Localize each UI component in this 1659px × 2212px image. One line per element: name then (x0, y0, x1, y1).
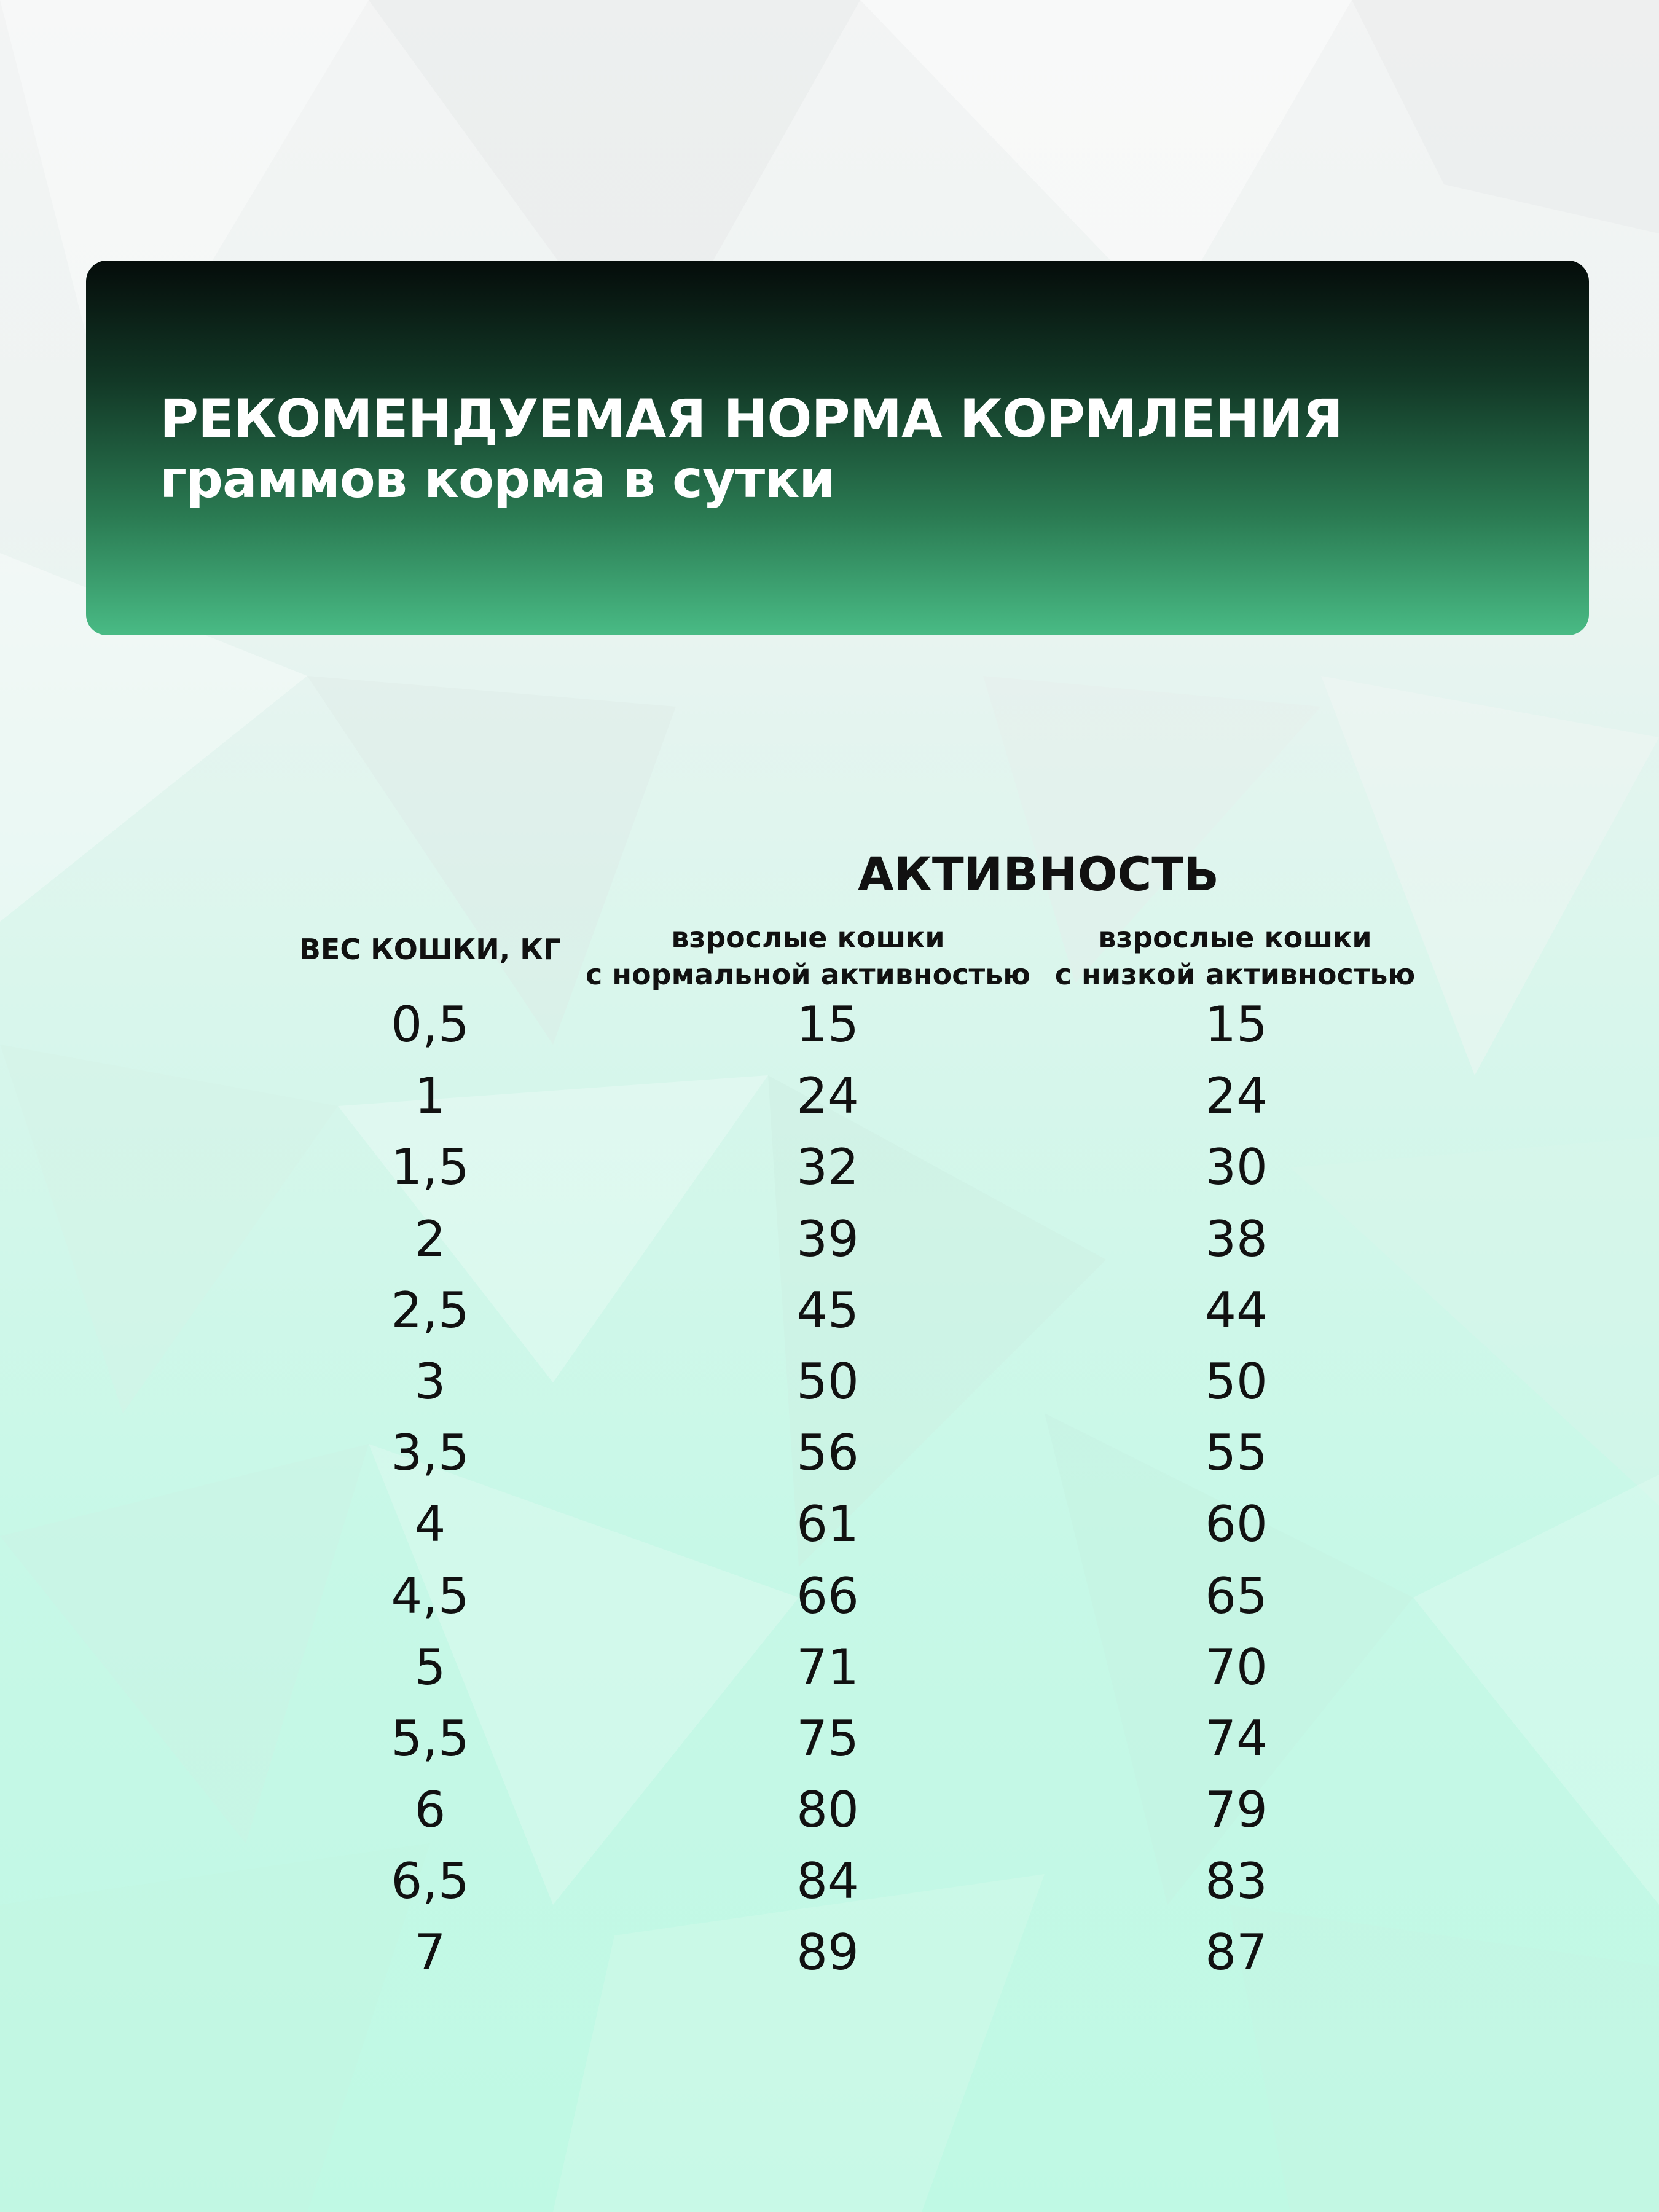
low-activity-cell: 70 (1205, 1638, 1268, 1696)
normal-activity-cell: 75 (796, 1709, 859, 1767)
low-activity-column-header (1055, 919, 1415, 993)
normal-activity-cell: 32 (796, 1139, 859, 1196)
table-row (0, 1489, 1659, 1560)
table-row (0, 1632, 1659, 1703)
table-row (0, 989, 1659, 1061)
low-activity-cell: 74 (1205, 1709, 1268, 1767)
table-row (0, 1561, 1659, 1632)
normal-activity-cell: 66 (796, 1567, 859, 1625)
activity-heading: АКТИВНОСТЬ (857, 847, 1220, 901)
normal-activity-cell: 80 (796, 1781, 859, 1839)
table-row (0, 1275, 1659, 1346)
low-activity-cell: 83 (1205, 1853, 1268, 1910)
low-activity-label-line2: с низкой активностью (1054, 958, 1416, 991)
low-activity-cell: 60 (1205, 1496, 1268, 1553)
normal-activity-cell: 39 (796, 1210, 859, 1268)
table-row (0, 1132, 1659, 1203)
low-activity-cell: 24 (1205, 1067, 1268, 1125)
low-activity-cell: 79 (1205, 1781, 1268, 1839)
page-subtitle: граммов корма в сутки (160, 449, 835, 509)
weight-cell: 3,5 (391, 1424, 469, 1482)
table-row (0, 1418, 1659, 1489)
table-row (0, 1061, 1659, 1132)
normal-activity-cell: 50 (796, 1352, 859, 1410)
page-title: РЕКОМЕНДУЕМАЯ НОРМА КОРМЛЕНИЯ (160, 388, 1343, 450)
weight-cell: 2,5 (391, 1281, 469, 1339)
weight-cell: 1 (414, 1067, 446, 1125)
weight-column-label: ВЕС КОШКИ, КГ (299, 933, 562, 966)
normal-activity-cell: 24 (796, 1067, 859, 1125)
weight-cell: 7 (414, 1924, 446, 1982)
table-row (0, 1846, 1659, 1917)
low-activity-cell: 65 (1205, 1567, 1268, 1625)
normal-activity-cell: 89 (796, 1924, 859, 1982)
normal-activity-cell: 84 (796, 1853, 859, 1910)
normal-activity-label-line1: взрослые кошки (671, 921, 945, 954)
table-row (0, 1917, 1659, 1988)
low-activity-cell: 50 (1205, 1352, 1268, 1410)
low-activity-cell: 55 (1205, 1424, 1268, 1482)
low-activity-cell: 87 (1205, 1924, 1268, 1982)
weight-column-header (299, 931, 561, 968)
weight-cell: 6 (414, 1781, 446, 1839)
normal-activity-column-header (586, 919, 1030, 993)
normal-activity-cell: 45 (796, 1281, 859, 1339)
normal-activity-label-line2: с нормальной активностью (585, 958, 1031, 991)
weight-cell: 1,5 (391, 1139, 469, 1196)
normal-activity-cell: 71 (796, 1638, 859, 1696)
table-body (0, 989, 1659, 1989)
weight-cell: 2 (414, 1210, 446, 1268)
normal-activity-cell: 15 (796, 996, 859, 1053)
low-activity-cell: 44 (1205, 1281, 1268, 1339)
table-row (0, 1703, 1659, 1775)
weight-cell: 5 (414, 1638, 446, 1696)
low-activity-cell: 15 (1205, 996, 1268, 1053)
low-activity-cell: 38 (1205, 1210, 1268, 1268)
weight-cell: 0,5 (391, 996, 469, 1053)
weight-cell: 4,5 (391, 1567, 469, 1625)
low-activity-label-line1: взрослые кошки (1098, 921, 1372, 954)
weight-cell: 5,5 (391, 1709, 469, 1767)
table-row (0, 1346, 1659, 1418)
normal-activity-cell: 56 (796, 1424, 859, 1482)
table-row (0, 1775, 1659, 1846)
table-row (0, 1204, 1659, 1275)
normal-activity-cell: 61 (796, 1496, 859, 1553)
weight-cell: 6,5 (391, 1853, 469, 1910)
weight-cell: 4 (414, 1496, 446, 1553)
low-activity-cell: 30 (1205, 1139, 1268, 1196)
weight-cell: 3 (414, 1352, 446, 1410)
